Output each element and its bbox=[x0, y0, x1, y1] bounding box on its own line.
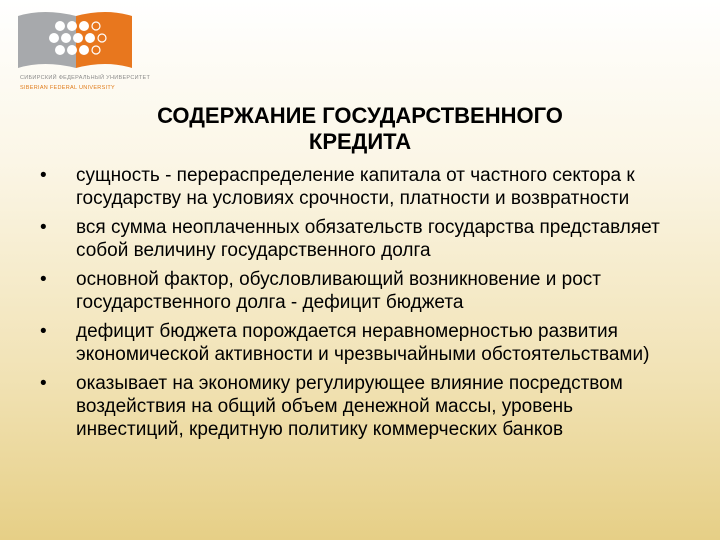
university-logo bbox=[14, 6, 151, 98]
slide-title bbox=[60, 103, 660, 155]
list-item bbox=[40, 372, 680, 441]
list-item bbox=[40, 268, 680, 314]
list-item bbox=[40, 164, 680, 210]
bullet-icon: • bbox=[40, 217, 47, 238]
bullet-list bbox=[40, 164, 680, 447]
logo-text-ru: СИБИРСКИЙ ФЕДЕРАЛЬНЫЙ УНИВЕРСИТЕТ bbox=[20, 75, 151, 81]
slide-title-line-1: СОДЕРЖАНИЕ ГОСУДАРСТВЕННОГО bbox=[157, 103, 563, 128]
list-item bbox=[40, 320, 680, 366]
logo-text-en: SIBERIAN FEDERAL UNIVERSITY bbox=[20, 85, 115, 91]
bullet-icon: • bbox=[40, 269, 47, 290]
bullet-icon: • bbox=[40, 373, 47, 394]
list-item bbox=[40, 216, 680, 262]
sfu-emblem-icon bbox=[14, 6, 144, 74]
bullet-text: оказывает на экономику регулирующее влияние посредством воздействия на общий объем денежной массы, уровень инвестиций, кредитную политику коммерческих банков bbox=[76, 373, 623, 440]
bullet-text: сущность - перераспределение капитала от частного сектора к государству на условиях срочности, платности и возвратности bbox=[76, 165, 635, 209]
bullet-text: вся сумма неоплаченных обязательств государства представляет собой величину государственного долга bbox=[76, 217, 660, 261]
bullet-text: дефицит бюджета порождается неравномерностью развития экономической активности и чрезвычайными обстоятельствами) bbox=[76, 321, 650, 365]
bullet-icon: • bbox=[40, 165, 47, 186]
slide-title-line-2: КРЕДИТА bbox=[308, 129, 412, 154]
bullet-icon: • bbox=[40, 321, 47, 342]
bullet-text: основной фактор, обусловливающий возникновение и рост государственного долга - дефицит бюджета bbox=[76, 269, 602, 313]
